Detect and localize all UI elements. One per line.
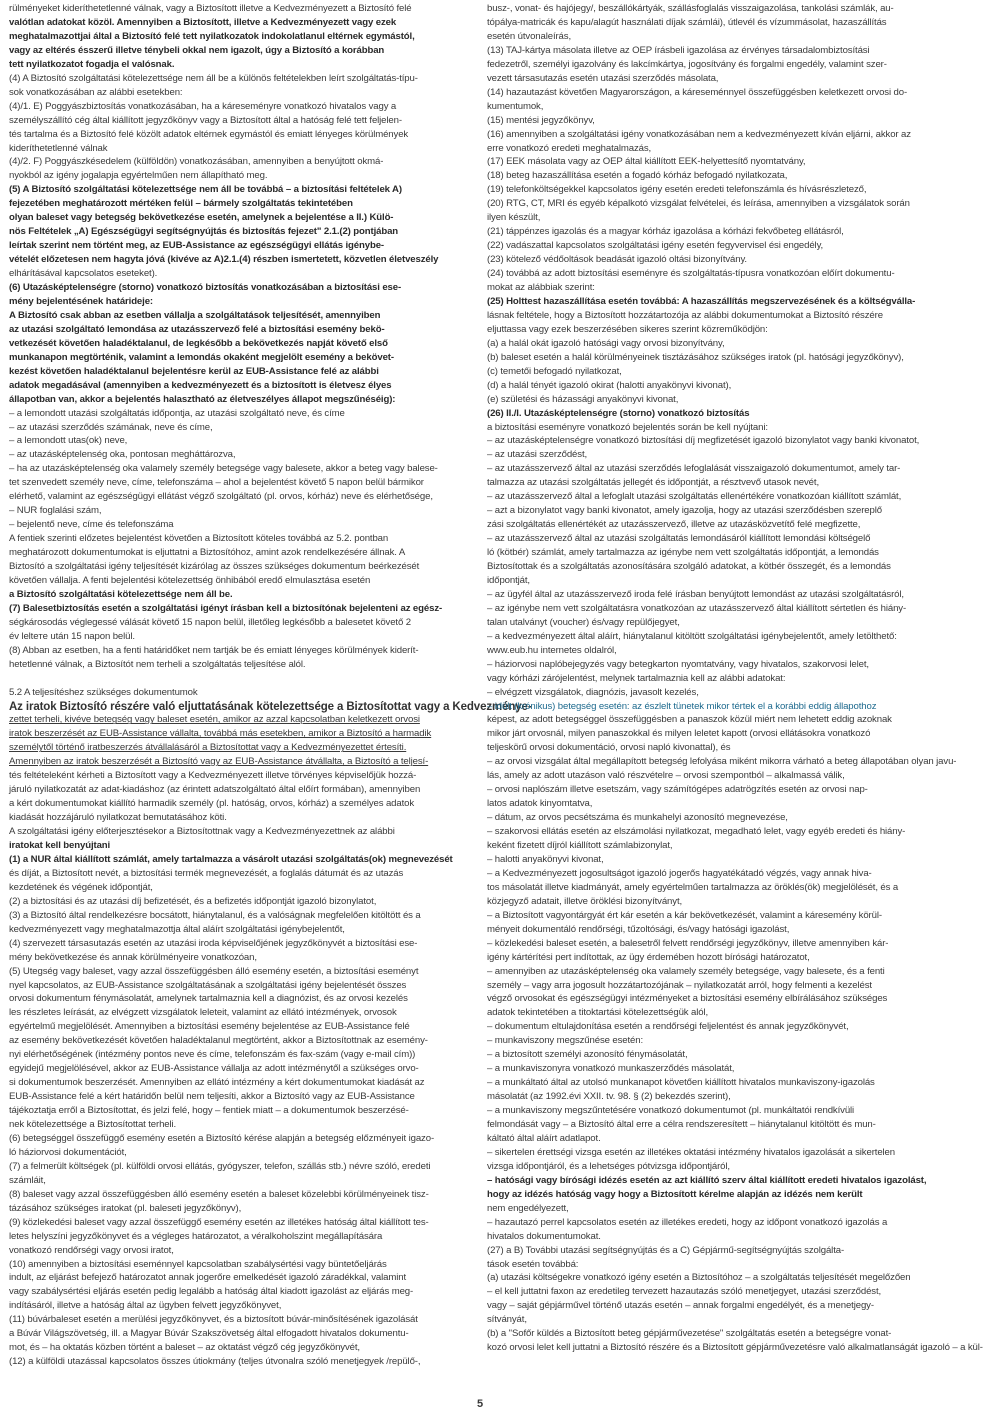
text-line: elérhető, valamint az egészségügyi ellátást végző szolgáltató (pl. orvos, kórház) neve és elérhetősége,: [9, 491, 433, 503]
text-line: (23) kötelező védőoltások beadását igazoló oltási bizonyítvány.: [487, 254, 747, 266]
text-line: EUB-Assistance felé a kért határidőn belül nem teljesíti, akkor a Biztosító vagy az EUB-Assistance: [9, 1091, 415, 1103]
text-line: A szolgáltatási igény előterjesztésekor a Biztosítottnak vagy a Kedvezményezettnek az alábbi: [9, 826, 395, 838]
text-line: kozó orvosi lelet kell juttatni a Biztosító részére és a Biztosított gépjárművezetésre való alkalmatlanságát igazoló – a kül-: [487, 1342, 983, 1354]
text-line: – elvégzett vizsgálatok, diagnózis, javasolt kezelés,: [487, 686, 699, 698]
text-line: iratok beszerzését az EUB-Assistance vállalta, továbbá más esetekben, amikor a Biztosító a harmadik: [9, 728, 432, 740]
text-line: vonatkozó rendőrségi vagy orvosi iratot,: [9, 1244, 174, 1256]
text-line: mény bekövetkezése és annak körülményeire vonatkozóan,: [9, 951, 257, 963]
text-line: (22) vadászattal kapcsolatos szolgáltatási igény esetén fegyvervisel ési engedély,: [487, 240, 824, 252]
text-line: – dátum, az orvos pecsétszáma és munkahelyi azonosító megnevezése,: [487, 812, 788, 824]
text-line: Biztosítottak és a szolgáltatás azonosítására szolgáló adatokat, a kötbér összegét, és a lemondás: [487, 561, 891, 572]
text-line: – az utazásszervező által az utazási szerződés lefoglalását visszaigazoló dokumentumot, amely tar-: [487, 463, 901, 475]
text-line: – NUR foglalási szám,: [9, 505, 102, 517]
text-line: – munkaviszony megszűnése esetén:: [487, 1035, 644, 1047]
text-line: sítványát,: [487, 1314, 527, 1326]
text-line: munkanapon megtörténik, valamint a lemondás okaként megjelölt esemény a bekövet-: [9, 351, 394, 363]
text-line: les részletes leírását, az elvégzett vizsgálatok leleteit, valamint az ellátó intézmények, orvosok: [9, 1007, 397, 1019]
text-line: (a) utazási költségekre vonatkozó igény esetén a Biztosítóhoz – a szolgáltatás teljesítését megelőzően: [487, 1272, 911, 1284]
text-line: leírtak szerint nem történt meg, az EUB-Assistance az egészségügyi ellátás igénybe-: [9, 240, 384, 252]
text-line: tások esetén továbbá:: [487, 1258, 579, 1270]
text-line: az esemény bekövetkezését követően haladéktalanul megtörtént, akkor a Biztosítottnak az esemény-: [9, 1035, 428, 1047]
text-line: (20) RTG, CT, MRI és egyéb képalkotó vizsgálat felvételei, és leírása, amennyiben a vizsgálatok során: [487, 198, 910, 210]
text-line: (25) Holttest hazaszállítása esetén továbbá: A hazaszállítás megszervezésének és a költségválla-: [487, 295, 916, 307]
text-line: (6) Utazásképtelenségre (storno) vonatkozó biztosítás vonatkozásában a biztosítási ese-: [9, 282, 402, 293]
text-line: (27) a B) További utazási segítségnyújtás és a C) Gépjármű-segítségnyújtás szolgálta-: [487, 1244, 845, 1256]
text-line: fejezetében meghatározott mértéken felül – bármely szolgáltatás tekintetében: [9, 198, 353, 210]
text-line: tos másolatát illetve kiadmányát, amely egyértelműen tartalmazza az öröklés(ök) megjelölését, és a: [487, 881, 899, 893]
text-line: egyidejű megjelölésével, akkor az EUB-Assistance vállalja az adott intézménytől a szükséges orvo-: [9, 1063, 419, 1075]
text-line: zási szolgáltatás ellenértékét az utazásszervező, illetve az utazásközvetítő felé megfizette,: [487, 519, 861, 531]
text-line: a kért dokumentumokat kiállító harmadik személy (pl. hatóság, orvos, kórház) a személyes adatok: [9, 798, 415, 810]
text-line: – azt a bizonylatot vagy banki kivonatot, amely igazolja, hogy az utazási szerződésben szereplő: [487, 505, 882, 517]
text-line: – háziorvosi naplóbejegyzés vagy betegkarton nyomtatvány, vagy hivatalos, szakorvosi lelet,: [487, 658, 869, 670]
text-line: ményeit dokumentáló rendőrségi, tűzoltósági, és/vagy hatósági igazolást,: [487, 923, 790, 935]
text-line: talmazza az utazási szolgáltatás jellegét és időpontját, a résztvevő utasok nevét,: [487, 477, 819, 489]
text-line: (8) Abban az esetben, ha a fenti határidőket nem tartják be és emiatt lényeges körülmények kiderít-: [9, 644, 419, 656]
text-line: (d) a halál tényét igazoló okirat (halotti anyakönyvi kivonat),: [487, 379, 732, 391]
text-line: (11) búvárbaleset esetén a merülési jegyzőkönyvet, és a biztosított búvár-minősítésének igazolását: [9, 1314, 418, 1326]
text-line: – a lemondott utas(ok) neve,: [9, 435, 128, 447]
text-line: – a munkaviszonyra vonatkozó munkaszerződés másolatát,: [487, 1063, 735, 1075]
text-line: ilyen készült,: [487, 212, 541, 224]
text-line: tett nyilatkozatot fogadja el valósnak.: [9, 58, 175, 70]
text-line: mikor járt orvosnál, milyen panaszokkal és milyen leletet kapott (orvosi ellátásokra vonatkozó: [487, 728, 871, 740]
text-line: kedvezményezett vagy meghatalmazottja által aláírt szolgáltatási igénybejelentőt,: [9, 923, 345, 935]
text-line: latos adatok kinyomtatva,: [487, 798, 593, 810]
text-line: – az utazásképtelenségre vonatkozó biztosítási díj megfizetését igazoló bizonylatot vagy banki kivonatot,: [487, 435, 920, 447]
section-heading: Az iratok Biztosító részére való eljuttatásának kötelezettsége a Biztosítottat vagy a Kedvezménye-: [9, 700, 532, 713]
text-line: erre vonatkozó eredeti meghatalmazás,: [487, 142, 652, 154]
text-line: teljeskörű orvosi dokumentáció, orvosi napló kivonattal), és: [487, 742, 731, 754]
text-line: – az utazásszervező által az utazási szolgáltatás lemondásáról kiállított lemondási költségelő: [487, 533, 871, 545]
text-line: adatok megadásával (amennyiben a kedvezményezett és a biztosított is életvesz élyes: [9, 379, 392, 391]
text-line: 5.2 A teljesítéshez szükséges dokumentumok: [9, 686, 198, 698]
text-line: hetetlenné válnak, a Biztosítót nem terheli a szolgáltatás teljesítése alól.: [9, 658, 306, 670]
text-line: si dokumentumok beszerzését. Amennyiben az ellátó intézmény a kért dokumentumokat kiadását az: [9, 1077, 425, 1089]
text-line: (7) a felmerült költségek (pl. külföldi orvosi ellátás, gyógyszer, telefon, szállás stb.) névre szóló, eredeti: [9, 1160, 431, 1172]
text-line: felmondását vagy – a Biztosító által erre a célra rendszeresített – hiánytalanul kitöltött és mun-: [487, 1119, 876, 1130]
text-line: – hatósági vagy bírósági idézés esetén az azt kiállító szerv által kiállított eredeti hivatalos igazolást,: [487, 1174, 927, 1186]
text-line: nös Feltételek „A) Egészségügyi segítségnyújtás és biztosítás fejezet" 2.1.(2) pontjában: [9, 226, 399, 238]
text-line: – az orvosi vizsgálat által megállapított betegség lefolyása miként mikorra várható a beteg állapotában olyan javu-: [487, 756, 957, 768]
text-line: a Biztosító szolgáltatási kötelezettsége nem áll be.: [9, 588, 233, 600]
text-line: sok vonatkozásában az alábbi esetekben:: [9, 86, 183, 98]
text-line: ló (kötbér) számlát, amely tartalmazza az igénybe nem vett szolgáltatás időpontját, a lemondás: [487, 547, 879, 559]
text-line: mot, és – ha oktatás közben történt a baleset – az oktatást végző cég jegyzőkönyvét,: [9, 1342, 360, 1354]
text-line: év lelteте után 15 napon belül.: [9, 630, 135, 642]
text-line: (13) TAJ-kártya másolata illetve az OEP írásbeli igazolása az érvényes társadalombiztosítási: [487, 44, 870, 56]
text-line: követően vállalja. A fenti bejelentési kötelezettség önhibából eredő elmulasztása esetén: [9, 574, 371, 586]
text-line: az utazási szolgáltató lemondása az utazásszervező felé a biztosítási esemény bekö-: [9, 323, 385, 335]
text-line: – ha az utazásképtelenség oka valamely személy betegsége vagy balesete, akkor a beteg vagy balese-: [9, 463, 438, 475]
text-line: – bejelentő neve, címe és telefonszáma: [9, 519, 174, 531]
text-line: ló háziorvosi dokumentációt,: [9, 1146, 127, 1158]
text-line: (4) szervezett társasutazás esetén az utazási iroda képviselőjének jegyzőkönyvét a biztosítási ese-: [9, 937, 418, 949]
text-line: – az utazási szerződést,: [487, 449, 588, 461]
text-line: vagy – saját gépjárművel történő utazás esetén – annak forgalmi engedélyét, és a menetjegy-: [487, 1300, 874, 1312]
text-line: állapotban van, akkor a bejelentés halasztható az életveszélyes állapot megszűnéséig):: [9, 393, 396, 405]
text-line: – az igénybe nem vett szolgáltatásra vonatkozóan az utazásszervező által kiállított sértetlen és hiány-: [487, 602, 907, 614]
text-line: a biztosítási eseményre vonatkozó bejelentés során be kell nyújtani:: [487, 421, 768, 433]
text-line: indult, az eljárást befejező határozatot annak jogerőre emelkedését igazoló záradékkal, valamint: [9, 1272, 406, 1284]
text-line: – az ügyfél által az utazásszervező iroda felé írásban benyújtott lemondást az utazási szolgáltatásról,: [487, 588, 904, 600]
text-line: – közlekedési baleset esetén, a balesetről felvett rendőrségi jegyzőkönyv, illetve amennyiben kár-: [487, 937, 889, 949]
text-line: elhárításával kapcsolatos eseteket).: [9, 268, 158, 280]
text-line: vizsga időpontjáról, és a lehetséges pótvizsga időpontjáról,: [487, 1160, 730, 1172]
text-line: – az utazásszervező által a lefoglalt utazási szolgáltatás ellenértékére vonatkozóan kiállított számlát,: [487, 491, 902, 503]
text-line: fedezetről, személyi igazolvány és lakcímkártya, jogosítvány és forgalmi engedély, valamint szer-: [487, 58, 887, 70]
text-line: zettet terheli, kivéve betegség vagy baleset esetén, amikor az azzal kapcsolatban keletkezett orvosi: [9, 714, 420, 726]
text-line: – az utazásképtelenség oka, pontosan megháttározva,: [9, 449, 236, 461]
text-line: – a kedvezményezett által aláírt, hiánytalanul kitöltött szolgáltatási igénybejelentőt, amely letölthető:: [487, 630, 897, 642]
text-line: hivatalos dokumentumokat.: [487, 1230, 601, 1242]
text-line: (b) a "Sofőr küldés a Biztosított beteg gépjárművezetése" szolgáltatás esetén a betegségre vonat-: [487, 1328, 892, 1340]
text-line: vezett társasutazás esetén utazási szerződés másolata,: [487, 72, 719, 84]
text-line: (3) a Biztosító által rendelkezésre bocsátott, hiánytalanul, és a valóságnak megfelelően kitöltött és a: [9, 909, 421, 921]
text-line: letes helyszíni jegyzőkönyvet és a végleges határozatot, a véralkoholszint megállapítására: [9, 1230, 383, 1242]
text-line: (19) telefonköltségekkel kapcsolatos igény esetén eredeti telefonszámla és hívásrészletező,: [487, 184, 867, 196]
text-line: valótlan adatokat közöl. Amennyiben a Biztosított, illetve a Kedvezményezett vagy ezek: [9, 16, 397, 28]
text-line: kezdetének és végének időpontját,: [9, 881, 153, 893]
text-line: kideríthetetlenné válnak: [9, 142, 108, 154]
text-line: rülményeket kideríthetetlenné válnak, vagy a Biztosított illetve a Kedvezményezett a Biztosító felé: [9, 3, 412, 14]
text-line: (1) a NUR által kiállított számlát, amely tartalmazza a vásárolt utazási szolgáltatás(ok) megnevezését: [9, 853, 453, 865]
text-line: vagy szabálysértési eljárás esetén pedig legalább a hatóság által kiadott igazolást az eljárás meg-: [9, 1286, 414, 1298]
text-line: személyszállító cég által kiállított jegyzőkönyv vagy a Biztosított által a hatóság felé tett feljelen-: [9, 114, 402, 126]
text-line: (24) továbbá az adott biztosítási eseményre és szolgáltatás-típusra vonatkozóan előírt dokumentu-: [487, 268, 895, 280]
text-line: és díját, a Biztosított nevét, a biztosítási termék megnevezését, a foglalás dátumát és az utazás: [9, 867, 404, 879]
text-line: – orvosi naplószám illetve esetszám, vagy számítógépes adatrögzítés esetén az orvosi nap-: [487, 784, 868, 796]
text-line: (7) Balesetbiztosítás esetén a szolgáltatási igényt írásban kell a biztosítónak bejelenteni az egész-: [9, 602, 443, 614]
text-line: ségkárosodás véglegessé válását követő 15 napon belül, illetőleg legkésőbb a balesetet követő 2: [9, 616, 411, 628]
text-line: – a biztosított személyi azonosító fénymásolatát,: [487, 1049, 688, 1061]
text-line: – dokumentum eltulajdonítása esetén a rendőrségi feljelentést és annak jegyzőkönyvét,: [487, 1021, 849, 1033]
text-line: (e) születési és házassági anyakönyvi kivonat,: [487, 393, 679, 405]
text-line: – szakorvosi ellátás esetén az elszámolási nyilatkozat, megadható lelet, vagy egyéb eredeti és hiány-: [487, 826, 906, 838]
text-line: tázásához szükséges iratokat (pl. baleseti jegyzőkönyv),: [9, 1202, 242, 1214]
text-line: (a) a halál okát igazoló hatósági vagy orvosi bizonyítvány,: [487, 337, 725, 349]
text-line: (b) baleset esetén a halál körülményeinek tisztázásához szükséges iratok (pl. hatósági jegyzőkönyv),: [487, 351, 904, 363]
text-line: egyértelmű megjelölését. Amennyiben a biztosítási esemény bejelentése az EUB-Assistance felé: [9, 1021, 410, 1033]
text-line: – amennyiben az utazásképtelenség oka valamely személy betegsége, vagy balesete, és a fenti: [487, 965, 885, 977]
text-line: (6) betegséggel összefüggő esemény esetén a Biztosító kérése alapján a betegség előzményeit igazo-: [9, 1132, 435, 1144]
text-line: Biztosító a szolgáltatási igény teljesítését kizárólag az összes szükséges dokumentum beérkezését: [9, 561, 420, 572]
text-line: mény bejelentésének határideje:: [9, 295, 153, 307]
text-line: talan utalványt (voucher) és/vagy repülőjegyet,: [487, 616, 680, 628]
text-line: tet szenvedett személy neve, címe, telefonszáma – ahol a bejelentést követő 5 napon belül bármikor: [9, 477, 424, 489]
text-line: vagy az eltérés ésszerű illetve ténybeli okkal nem igazolt, úgy a Biztosító a korábban: [9, 44, 385, 56]
text-line: (9) közlekedési baleset vagy azzal összefüggő esemény esetén az illetékes hatóság által kiállított tes-: [9, 1216, 429, 1228]
text-line: Amennyiben az iratok beszerzését a Biztosító vagy az EUB-Assistance átvállalta, a Biztosító a teljesí-: [9, 756, 429, 768]
text-line: kumentumok,: [487, 100, 544, 112]
text-line: (18) beteg hazaszállítása esetén a fogadó kórház befogadó nyilatkozata,: [487, 170, 788, 182]
text-line: nyokból az igény jogalapja egyértelműen nem állapítható meg.: [9, 170, 268, 182]
text-line: közjegyző adatait, illetve öröklési bizonyítványt,: [487, 895, 683, 907]
text-line: adatok tekintetében a titoktartási kötelezettségük alól,: [487, 1007, 709, 1019]
text-line: mokat az alábbiak szerint:: [487, 282, 595, 293]
text-line: (5) Utegség vagy baleset, vagy azzal összefüggésben álló esemény esetén, a biztosítási eseményt: [9, 965, 419, 977]
text-line: (5) A Biztosító szolgáltatási kötelezettsége nem áll be továbbá – a biztosítási feltételek A): [9, 184, 402, 196]
text-line: (c) temetői befogadó nyilatkozat,: [487, 365, 622, 377]
page-number: 5: [476, 1398, 484, 1410]
text-line: (4)/2. F) Poggyászkésedelem (külföldön) vonatkozásában, amennyiben a benyújtott okmá-: [9, 156, 384, 168]
text-line: időpontját,: [487, 574, 530, 586]
text-line: (4)/1. E) Poggyászbiztosítás vonatkozásában, ha a káreseményre vonatkozó hivatalos vagy a: [9, 100, 397, 112]
text-line: tájékoztatja erről a Biztosítottat, és jelzi felé, hogy – fentiek miatt – a dokumentumok beszerzésé-: [9, 1105, 409, 1117]
text-line: – a Biztosított vagyontárgyát ért kár esetén a kár bekövetkezését, valamint a káresemény körül-: [487, 909, 882, 921]
text-line: vetkezését követően haladéktalanul, de legkésőbb a bekövetkezés napját követő első: [9, 337, 388, 349]
text-line: esetén útvonaleírás,: [487, 30, 572, 42]
text-line: tópálya-matricák és kapu/alagút használati díjak számlái), útlevél és vízummásolat, hazaszállítás: [487, 16, 887, 28]
text-line: olyan baleset vagy betegség bekövetkezése esetén, amelynek a bejelentése a II.) Külö-: [9, 212, 394, 224]
text-line: nyi elérhetőségének (intézmény pontos neve és címe, telefonszám és fax-szám (vagy e-mail cím)): [9, 1049, 416, 1061]
text-line: eljuttassa vagy ezek beszerzésében sikeres szerint közreműködjön:: [487, 323, 768, 335]
text-line: meghatározott dokumentumokat is eljuttatni a Biztosítóhoz, amint azok rendelkezésére állnak. A: [9, 547, 406, 559]
text-line: – a munkáltató által az utolsó munkanapot követően kiállított hivatalos munkaviszony-igazolás: [487, 1077, 875, 1089]
text-line: iratokat kell benyújtani: [9, 840, 111, 851]
text-line: tés tartalma és a Biztosító felé közölt adatok eltérnek egymástól és emiatt lényeges körülmények: [9, 128, 409, 140]
text-line: meghatalmazottjai által a Biztosító felé tett nyilatkozatok indokolatlanul eltérnek egymástól,: [9, 30, 415, 42]
text-line: – sikertelen érettségi vizsga esetén az illetékes oktatási intézmény hivatalos igazolását a sikertelen: [487, 1146, 895, 1158]
text-line: [9, 672, 472, 686]
text-line: – a Kedvezményezett jogosultságot igazoló jogerős hagyatékátadó végzés, vagy annak hiva-: [487, 867, 872, 879]
text-line: nek kötelezettsége a Biztosítottat terheli.: [9, 1119, 177, 1130]
text-line: (16) amennyiben a szolgáltatási igény vonatkozásában nem a kedvezményezett kíván eljárni, akkor az: [487, 128, 911, 140]
text-line: igény kártérítési pert indítottak, az ügy érdemében hozott bírósági határozatot,: [487, 951, 810, 963]
text-line: káltató által aláírt adatlapot.: [487, 1132, 601, 1144]
text-line: – a munkaviszony megszűntetésére vonatkozó dokumentumot (pl. munkáltatói rendkívüli: [487, 1105, 855, 1117]
text-line: (8) baleset vagy azzal összefüggésben álló esemény esetén a baleset közelebbi körülményeinek tisz-: [9, 1188, 429, 1200]
text-line: (21) táppénzes igazolás és a magyar kórház igazolása a kórházi fekvőbeteg ellátásról,: [487, 226, 844, 238]
text-line: (4) A Biztosító szolgáltatási kötelezettsége nem áll be a különös feltételekben leírt szolgáltatás-típu-: [9, 72, 418, 84]
text-line: (15) mentési jegyzőkönyv,: [487, 114, 595, 126]
text-line: www.eub.hu internetes oldalról,: [487, 644, 617, 656]
text-line: (12) a külföldi utazással kapcsolatos összes útiokmány (teljes útvonalra szóló menetjegyek /repülő-,: [9, 1356, 421, 1368]
text-line: tés feltételeként kérheti a Biztosított vagy a Kedvezményezett illetve törvényes képviselőjük hozzá-: [9, 770, 417, 782]
text-line: A fentiek szerinti előzetes bejelentést követően a Biztosított köteles továbbá az 5.2. pontban: [9, 533, 389, 545]
text-line: vagy kórházi zárójelentést, melynek tartalmaznia kell az alábbi adatokat:: [487, 672, 786, 684]
text-line: lás, amely az adott utazáson való részvételre – orvosi szempontból – alkalmassá válik,: [487, 770, 845, 782]
text-line: személy – vagy arra jogosult hozzátartozójának – nyilatkozatát arról, hogy felmenti a kezelést: [487, 979, 872, 991]
text-line: (14) hazautazást követően Magyarországon, a káreseménnyel összefüggésben keletkezett orvosi do-: [487, 86, 908, 98]
text-line: számláit,: [9, 1174, 46, 1186]
text-line: busz-, vonat- és hajójegy/, beszállókártyák, szállásfoglalás visszaigazolása, tankolási számlák, au-: [487, 3, 894, 14]
text-line: képest, az adott betegséggel összefüggésben a panaszok közül miért nem lehetett eddig azoknak: [487, 714, 892, 726]
text-line: másolatát (az 1992.évi XXII. tv. 98. § (2) bekezdés szerint),: [487, 1091, 731, 1103]
text-line: – az utazási szerződés számának, neve és címe,: [9, 421, 213, 433]
text-line: a Búvár Világszövetség, ill. a Magyar Búvár Szakszövetség által elfogadott hivatalos dokumentu-: [9, 1328, 409, 1340]
text-line: végző orvosokat és egészségügyi intézményeket a biztosítási esemény elbírálásához szükséges: [487, 993, 888, 1005]
text-line: hogy az idézés hatóság vagy hogy a Biztosított kérelme alapján az idézés nem került: [487, 1188, 863, 1200]
text-line: indításáról, illetve a hatóság által az ügyben felvett jegyzőkönyvet,: [9, 1300, 282, 1312]
text-line: nyel kapcsolatos, az EUB-Assistance szolgáltatásának a szolgáltatási igény bejelentését összes: [9, 979, 407, 991]
text-line: orvosi dokumentum fénymásolatát, amelynek tartalmaznia kell a diagnózist, és az orvosi kezelés: [9, 993, 408, 1005]
text-line: – a lemondott utazási szolgáltatás időpontja, az utazási szolgáltató neve, és címe: [9, 407, 345, 419]
text-line: – idült (krónikus) betegség esetén: az észlelt tünetek mikor tértek el a korábbi eddig állapothoz: [487, 700, 877, 712]
text-line: – halotti anyakönyvi kivonat,: [487, 853, 604, 865]
text-line: vételét előzetesen nem hagyta jóvá (kivéve az A)2.1.(4) részben ismertetett, közvetlen életveszély: [9, 254, 439, 266]
text-line: (26) II./I. Utazásképtelenségre (storno) vonatkozó biztosítás: [487, 407, 750, 419]
text-line: járuló nyilatkozatát az adat-kiadáshoz (az érintett adatszolgáltató által előírt formában), amennyiben: [9, 784, 421, 796]
right-text-column: [487, 0, 983, 1400]
text-line: nem engedélyezett,: [487, 1202, 569, 1214]
text-line: kezést követően haladéktalanul bejelentésre kerül az EUB-Assistance felé az alábbi: [9, 365, 379, 377]
text-line: A Biztosító csak abban az esetben vállalja a szolgáltatások teljesítését, amennyiben: [9, 309, 381, 321]
text-line: – el kell juttatni faxon az eredetileg tervezett hazautazás szóló menetjegyet, utazási szerződést,: [487, 1286, 882, 1298]
text-line: lásnak feltétele, hogy a Biztosított hozzátartozója az alábbi dokumentumokat a Biztosító részére: [487, 309, 883, 321]
text-line: személytől történő iratbeszerzés átvállalásáról a Biztosítottat vagy a Kedvezményezettet értesíti.: [9, 742, 407, 754]
text-line: (17) EEK másolata vagy az OEP által kiállított EEK-helyettesítő nyomtatvány,: [487, 156, 806, 168]
text-line: – hazautazó perrel kapcsolatos esetén az illetékes eredeti, hogy az időpont vonatkozó igazolás a: [487, 1216, 888, 1228]
text-line: keként fizetett díjról kiállított számlabizonylat,: [487, 840, 673, 851]
text-line: (2) a biztosítási és az utazási díj befizetését, és a befizetés időpontját igazoló bizonylatot,: [9, 895, 377, 907]
text-line: kiadását hozzájáruló nyilatkozat bemutatásához köti.: [9, 812, 227, 824]
text-line: (10) amennyiben a biztosítási eseménnyel kapcsolatban szabálysértési vagy büntetőeljárás: [9, 1258, 387, 1270]
